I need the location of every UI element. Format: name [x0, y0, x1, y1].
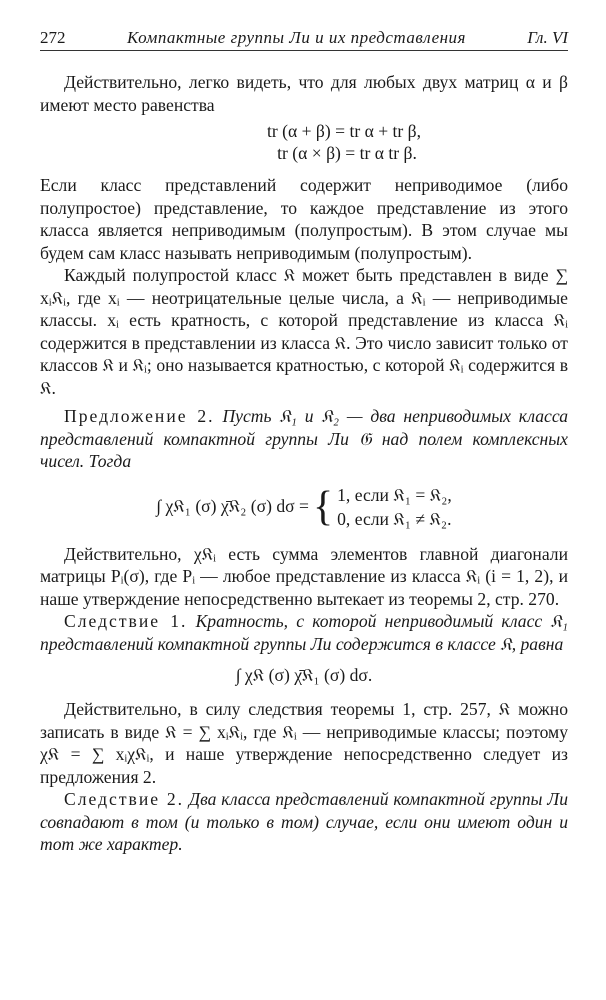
paragraph-3: Каждый полупростой класс 𝔎 может быть представлен в виде ∑ xᵢ𝔎ᵢ, где xᵢ — неотрицательные целые числа, а 𝔎ᵢ — неприводимые классы. xᵢ есть кратность, с которой представление из класса 𝔎ᵢ содержится в представлении из класса 𝔎. Это число зависит только от классов 𝔎 и 𝔎ᵢ; оно называется кратностью, с которой 𝔎ᵢ содержится в 𝔎.: [40, 265, 568, 398]
integral-lhs: ∫ χ𝔎₁ (σ) χ̄𝔎₂ (σ) dσ =: [156, 496, 309, 516]
case-not-equal: 0, если 𝔎₁ ≠ 𝔎₂.: [337, 508, 452, 529]
proposition-2: [40, 405, 568, 473]
proposition-text: Пусть 𝔎₁ и 𝔎₂ — два неприводимых класса представлений компактной группы Ли 𝔊 над полем комплексных чисел. Тогда: [40, 406, 568, 471]
corollary-1: [40, 610, 568, 655]
corollary-2-text: Два класса представлений компактной группы Ли совпадают в том (и только в том) случае, если они имеют один и тот же характер.: [40, 789, 568, 854]
cases: [337, 483, 452, 531]
corollary-1-text: Кратность, с которой неприводимый класс 𝔎₁ представлений компактной группы Ли содержится в классе 𝔎, равна: [40, 611, 568, 654]
left-brace: {: [312, 483, 334, 530]
integral-multiplicity: ∫ χ𝔎 (σ) χ̄𝔎₁ (σ) dσ.: [235, 665, 373, 685]
paragraph-1: Действительно, легко видеть, что для любых двух матриц α и β имеют место равенства: [40, 72, 568, 115]
paragraph-2: Если класс представлений содержит неприводимое (либо полупростое) представление, то каждое представление из этого класса является неприводимым (полупростым). В этом случае мы будем сам класс называть неприводимым (полупростым).: [40, 175, 568, 263]
multiplicity-formula: [40, 665, 568, 686]
page-number: 272: [40, 28, 66, 47]
case-equal: 1, если 𝔎₁ = 𝔎₂,: [337, 484, 452, 505]
chapter-label: Гл. VI: [527, 28, 568, 47]
book-page: [40, 26, 568, 856]
formula-trace-sum: tr (α + β) = tr α + tr β,: [266, 121, 422, 141]
running-header: [40, 26, 568, 51]
formula-trace-product: tr (α × β) = tr α tr β.: [277, 143, 417, 163]
proposition-label: Предложение 2.: [64, 406, 215, 426]
orthogonality-formula: [40, 483, 568, 531]
running-title: Компактные группы Ли и их представления: [127, 28, 466, 47]
paragraph-4: Действительно, χ𝔎ᵢ есть сумма элементов главной диагонали матрицы Pᵢ(σ), где Pᵢ — любое представление из класса 𝔎ᵢ (i = 1, 2), и наше утверждение непосредственно вытекает из теоремы 2, стр. 270.: [40, 543, 568, 609]
corollary-2-label: Следствие 2.: [64, 789, 185, 809]
corollary-2: [40, 788, 568, 856]
corollary-1-label: Следствие 1.: [64, 611, 188, 631]
paragraph-5: Действительно, в силу следствия теоремы 1, стр. 257, 𝔎 можно записать в виде 𝔎 = ∑ xᵢ𝔎ᵢ, где 𝔎ᵢ — неприводимые классы; поэтому χ𝔎 = ∑ xᵢχ𝔎ᵢ, и наше утверждение непосредственно следует из предложения 2.: [40, 699, 568, 787]
